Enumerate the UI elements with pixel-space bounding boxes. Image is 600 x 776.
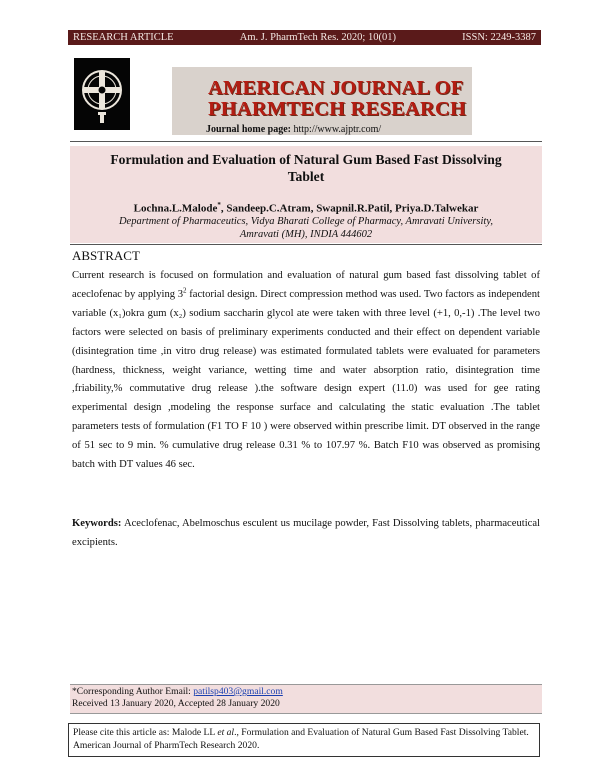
homepage-link[interactable]: http://www.ajptr.com/ bbox=[293, 124, 382, 135]
cite-part1: Please cite this article as: Malode LL bbox=[73, 727, 218, 738]
corresponding-mark: * bbox=[217, 201, 221, 209]
cite-part2: ., Formulation and Evaluation of Natural Gum Based Fast Dissolving Tablet. American Journal of PharmTech Research 2020. bbox=[73, 727, 529, 751]
issn: ISSN: 2249-3387 bbox=[462, 32, 536, 43]
author-list bbox=[78, 201, 534, 215]
divider bbox=[70, 244, 542, 245]
other-authors: , Sandeep.C.Atram, Swapnil.R.Patil, Priya.D.Talwekar bbox=[220, 202, 479, 215]
keywords bbox=[72, 515, 540, 553]
corresponding-author bbox=[72, 686, 283, 697]
abstract-part1: Current research is focused on formulation and evaluation of natural gum based fast dissolving tablet of aceclofenac by applying 3 bbox=[72, 270, 540, 300]
citation-box bbox=[68, 723, 540, 757]
journal-title-line2: PHARMTECH RESEARCH bbox=[208, 98, 467, 120]
homepage-label: Journal home page: bbox=[206, 124, 291, 135]
corresponding-label: *Corresponding Author Email: bbox=[72, 686, 194, 697]
divider bbox=[70, 141, 542, 142]
first-author: Lochna.L.Malode bbox=[133, 202, 218, 215]
abstract-text bbox=[72, 267, 540, 475]
journal-title bbox=[208, 78, 466, 120]
journal-cross-emblem-icon bbox=[74, 58, 130, 130]
abstract-heading: ABSTRACT bbox=[72, 248, 140, 263]
affiliation-line2: Amravati (MH), INDIA 444602 bbox=[239, 229, 373, 240]
corresponding-email-link[interactable]: patilsp403@gmail.com bbox=[193, 686, 283, 697]
journal-citation: Am. J. PharmTech Res. 2020; 10(01) bbox=[239, 32, 396, 43]
header-bar bbox=[68, 30, 541, 45]
affiliation bbox=[90, 215, 522, 241]
paper-title-line1: Formulation and Evaluation of Natural Gum Based Fast Dissolving bbox=[110, 152, 502, 167]
keywords-label: Keywords: bbox=[72, 518, 122, 529]
abstract-part2: factorial design. Direct compression method was used. Two factors as independent variable (x₁)okra gum (x₂) sodium saccharin glycol ate were taken with three level (+1, 0,-1) .The level two factors were selected on basis of preliminary experiments conducted and their effect on dependent variable (disintegration time ,in vitro drug release) was estimated formulated tablets were evaluated for parameters (hardness, thickness, weight variance, wetting time and water absorption ratio, disintegration time ,friability,% commutative drug release ).the software design expert (11.0) was used for gee rating experimental design ,modeling the response surface and calculating the static evaluation .The tablet parameters tests of formulation (F1 TO F 10 ) were observed within prescribe limit. DT observed in the range of 51 sec to 9 min. % cumulative drug release 0.31 % to 107.97 %. Batch F10 was observed as promising batch with DT values 46 sec. bbox=[72, 288, 540, 471]
paper-title-line2: Tablet bbox=[287, 169, 325, 184]
journal-homepage bbox=[206, 124, 381, 135]
cite-etal: et al bbox=[217, 727, 235, 738]
abstract-superscript: 2 bbox=[183, 286, 187, 295]
article-type: RESEARCH ARTICLE bbox=[73, 32, 174, 43]
journal-title-line1: AMERICAN JOURNAL OF bbox=[208, 77, 464, 99]
received-accepted-dates: Received 13 January 2020, Accepted 28 January 2020 bbox=[72, 698, 280, 709]
affiliation-line1: Department of Pharmaceutics, Vidya Bharati College of Pharmacy, Amravati University, bbox=[118, 216, 494, 227]
paper-title bbox=[78, 151, 534, 185]
keywords-text: Aceclofenac, Abelmoschus esculent us mucilage powder, Fast Dissolving tablets, pharmaceutical excipients. bbox=[72, 518, 540, 548]
